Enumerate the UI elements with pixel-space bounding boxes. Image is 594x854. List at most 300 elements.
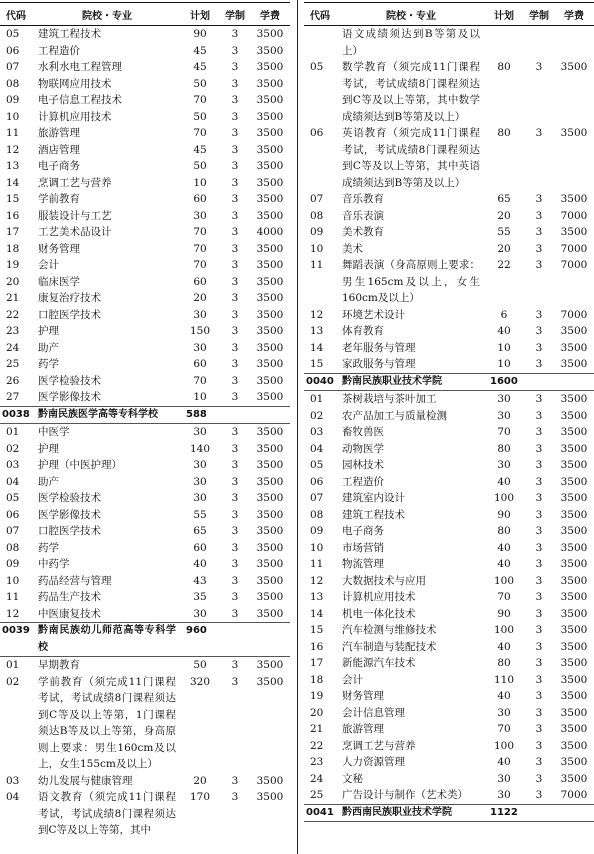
major-name: 中药学 <box>38 558 70 570</box>
major-code: 16 <box>6 209 20 222</box>
major-code: 08 <box>310 508 324 521</box>
table-row <box>0 789 290 839</box>
major-plan: 80 <box>497 525 511 537</box>
major-fee: 3500 <box>256 459 284 471</box>
major-code: 11 <box>6 127 20 139</box>
major-years: 3 <box>535 574 543 587</box>
major-plan: 80 <box>497 127 511 139</box>
major-years: 3 <box>231 259 239 271</box>
table-row <box>0 540 290 557</box>
major-plan: 30 <box>497 393 511 405</box>
major-plan: 80 <box>497 442 511 455</box>
major-code: 04 <box>310 442 324 455</box>
major-name: 美术教育 <box>342 226 384 238</box>
major-code: 14 <box>6 176 20 189</box>
major-years: 3 <box>231 607 239 620</box>
major-code: 07 <box>6 525 20 537</box>
table-row <box>0 109 290 126</box>
major-plan: 35 <box>193 591 207 603</box>
major-fee: 3500 <box>256 426 284 438</box>
major-fee: 3500 <box>256 160 284 172</box>
major-name: 数学教育（须完成11门课程考试，考试成绩8门课程须达到C等及以上等第，其中数学成绩须达到B等第及以上） <box>342 61 480 123</box>
major-fee: 3500 <box>560 226 588 238</box>
column-separator <box>297 0 298 854</box>
major-code: 05 <box>310 459 324 471</box>
major-years: 3 <box>535 789 543 801</box>
major-years: 3 <box>535 259 543 271</box>
major-fee: 3500 <box>256 541 284 554</box>
major-name: 体育教育 <box>342 325 384 337</box>
table-row <box>0 773 290 790</box>
major-code: 15 <box>310 358 324 370</box>
major-plan: 20 <box>193 774 207 787</box>
major-years: 3 <box>535 341 543 354</box>
major-code: 24 <box>6 341 20 354</box>
major-years: 3 <box>231 391 239 403</box>
major-code: 12 <box>310 574 324 587</box>
table-row <box>0 424 290 441</box>
major-fee: 3500 <box>256 110 284 123</box>
table-row <box>304 59 594 125</box>
major-name: 幼儿发展与健康管理 <box>38 774 133 787</box>
major-name: 医学影像技术 <box>38 508 101 521</box>
header-name: 院校・专业 <box>82 10 132 22</box>
major-code: 13 <box>310 591 324 603</box>
major-years: 3 <box>535 426 543 438</box>
table-header <box>0 2 290 26</box>
major-fee: 3500 <box>256 525 284 537</box>
major-years: 3 <box>535 409 543 422</box>
major-name: 助产 <box>38 475 59 488</box>
table-row <box>0 657 290 674</box>
major-fee: 7000 <box>560 789 588 801</box>
table-body <box>304 26 594 822</box>
right-table <box>304 2 594 822</box>
major-fee: 3500 <box>560 591 588 603</box>
table-row <box>0 373 290 390</box>
major-code: 20 <box>6 275 20 288</box>
major-plan: 40 <box>497 558 511 570</box>
major-plan: 65 <box>193 525 207 537</box>
school-code: 0041 <box>306 806 334 818</box>
major-plan: 90 <box>497 607 511 620</box>
major-plan: 70 <box>193 242 207 255</box>
major-years: 3 <box>535 308 543 321</box>
major-fee: 3500 <box>560 459 588 471</box>
major-name: 英语教育（须完成11门课程考试，考试成绩8门课程须达到C等及以上等第，其中英语成绩须达到B等第及以上） <box>342 127 480 189</box>
major-name: 学前教育 <box>38 193 80 205</box>
major-code: 13 <box>310 325 324 337</box>
major-plan: 140 <box>189 442 211 455</box>
major-years: 3 <box>535 475 543 488</box>
major-code: 09 <box>6 94 20 106</box>
major-years: 3 <box>535 591 543 603</box>
table-row <box>304 441 594 458</box>
major-code: 03 <box>6 459 20 471</box>
major-name: 护理 <box>38 442 59 455</box>
major-name: 护理（中医护理） <box>38 459 122 471</box>
major-years: 3 <box>231 127 239 139</box>
major-fee: 3500 <box>560 426 588 438</box>
table-row <box>304 705 594 722</box>
major-name: 会计 <box>342 673 363 686</box>
table-row <box>304 507 594 524</box>
major-fee: 3500 <box>560 508 588 521</box>
major-name: 烹调工艺与营养 <box>38 176 112 189</box>
major-plan: 70 <box>497 591 511 603</box>
school-row <box>304 373 594 392</box>
major-years: 3 <box>231 209 239 222</box>
major-name: 药品生产技术 <box>38 591 101 603</box>
major-years: 3 <box>231 193 239 205</box>
major-fee: 3500 <box>560 358 588 370</box>
major-plan: 70 <box>193 94 207 106</box>
major-fee: 3500 <box>256 193 284 205</box>
header-fee: 学费 <box>260 10 280 22</box>
major-years: 3 <box>535 657 543 669</box>
major-years: 3 <box>231 176 239 189</box>
major-years: 3 <box>535 193 543 205</box>
major-fee: 3500 <box>256 574 284 587</box>
major-code: 22 <box>310 739 324 752</box>
header-code: 代码 <box>310 10 330 22</box>
major-code: 22 <box>6 308 20 321</box>
major-years: 3 <box>535 558 543 570</box>
major-plan: 150 <box>189 325 211 337</box>
major-years: 3 <box>231 292 239 304</box>
major-fee: 3500 <box>256 774 284 787</box>
table-row <box>0 142 290 159</box>
major-fee: 3500 <box>256 176 284 189</box>
major-years: 3 <box>231 492 239 504</box>
major-fee: 3500 <box>256 341 284 354</box>
major-code: 05 <box>6 492 20 504</box>
table-header <box>304 2 594 26</box>
major-plan: 30 <box>497 459 511 471</box>
major-fee: 3500 <box>560 393 588 405</box>
major-plan: 30 <box>193 607 207 620</box>
major-plan: 170 <box>189 791 211 803</box>
major-fee: 3500 <box>560 558 588 570</box>
major-plan: 30 <box>193 475 207 488</box>
major-code: 23 <box>310 756 324 768</box>
major-plan: 100 <box>493 574 515 587</box>
major-code: 21 <box>6 292 20 304</box>
major-code: 04 <box>6 791 20 803</box>
major-code: 08 <box>310 209 324 222</box>
major-name: 语文教育（须完成11门课程考试，考试成绩8门课程须达到C等及以上等第，其中 <box>38 791 176 836</box>
table-row <box>304 340 594 357</box>
major-name: 广告设计与制作（艺术类） <box>342 789 468 801</box>
major-plan: 110 <box>493 673 515 686</box>
table-row <box>0 307 290 324</box>
major-name: 旅游管理 <box>38 127 80 139</box>
major-code: 20 <box>310 706 324 719</box>
major-fee: 3500 <box>560 772 588 785</box>
header-name: 院校・专业 <box>386 10 436 22</box>
major-code: 06 <box>310 127 324 139</box>
major-plan: 30 <box>497 789 511 801</box>
major-name: 康复治疗技术 <box>38 292 101 304</box>
major-years: 3 <box>231 308 239 321</box>
major-code: 23 <box>6 325 20 337</box>
table-row <box>0 589 290 606</box>
major-fee: 3500 <box>256 391 284 403</box>
major-years: 3 <box>535 358 543 370</box>
table-row <box>304 191 594 208</box>
table-row <box>0 323 290 340</box>
major-code: 18 <box>6 242 20 255</box>
major-code: 16 <box>310 640 324 653</box>
major-fee: 4000 <box>256 226 284 238</box>
major-name: 茶树栽培与茶叶加工 <box>342 393 437 405</box>
major-fee: 3500 <box>256 675 284 688</box>
major-code: 13 <box>6 160 20 172</box>
major-years: 3 <box>535 61 543 73</box>
header-plan: 计划 <box>494 10 514 22</box>
major-plan: 30 <box>193 492 207 504</box>
major-plan: 30 <box>193 459 207 471</box>
major-name: 建筑室内设计 <box>342 492 405 504</box>
major-years: 3 <box>231 508 239 521</box>
major-plan: 30 <box>193 209 207 222</box>
major-name: 助产 <box>38 341 59 354</box>
major-fee: 3500 <box>560 193 588 205</box>
major-plan: 40 <box>497 325 511 337</box>
major-code: 02 <box>310 409 324 422</box>
major-years: 3 <box>231 341 239 354</box>
major-years: 3 <box>231 591 239 603</box>
major-years: 3 <box>535 393 543 405</box>
table-row <box>304 655 594 672</box>
table-row <box>0 43 290 60</box>
major-plan: 70 <box>193 226 207 238</box>
major-plan: 20 <box>497 209 511 222</box>
major-code: 24 <box>310 772 324 785</box>
major-name: 家政服务与管理 <box>342 358 416 370</box>
table-row <box>0 523 290 540</box>
major-fee: 3500 <box>256 791 284 803</box>
major-code: 25 <box>6 358 20 370</box>
table-row <box>0 356 290 373</box>
major-years: 3 <box>231 791 239 803</box>
major-name: 动物医学 <box>342 442 384 455</box>
major-plan: 100 <box>493 624 515 636</box>
major-plan: 55 <box>497 226 511 238</box>
major-code: 04 <box>6 475 20 488</box>
major-code: 01 <box>6 659 20 671</box>
major-name: 舞蹈表演（身高原则上要求：男生165cm及以上，女生160cm及以上） <box>342 259 480 304</box>
major-years: 3 <box>231 558 239 570</box>
major-plan: 10 <box>497 358 511 370</box>
table-row <box>0 389 290 406</box>
table-row <box>0 92 290 109</box>
major-code: 27 <box>6 391 20 403</box>
header-years: 学制 <box>225 10 245 22</box>
major-code: 11 <box>310 558 324 570</box>
school-name: 黔南民族医学高等专科学校 <box>38 408 158 420</box>
major-code: 10 <box>310 242 324 255</box>
major-code: 06 <box>310 475 324 488</box>
major-name: 药学 <box>38 358 59 370</box>
major-plan: 70 <box>193 259 207 271</box>
major-name: 计算机应用技术 <box>38 110 112 123</box>
major-fee: 3500 <box>560 739 588 752</box>
major-name: 酒店管理 <box>38 143 80 156</box>
major-fee: 7000 <box>560 259 588 271</box>
major-name: 药学 <box>38 541 59 554</box>
major-years: 3 <box>535 673 543 686</box>
major-code: 07 <box>310 193 324 205</box>
major-plan: 50 <box>193 77 207 90</box>
table-row <box>0 208 290 225</box>
major-name: 老年服务与管理 <box>342 341 416 354</box>
major-code: 17 <box>6 226 20 238</box>
table-row <box>304 257 594 307</box>
major-years: 3 <box>535 325 543 337</box>
major-years: 3 <box>231 459 239 471</box>
major-code: 12 <box>6 143 20 156</box>
major-name: 计算机应用技术 <box>342 591 416 603</box>
major-code: 03 <box>310 426 324 438</box>
major-name: 建筑工程技术 <box>38 28 101 40</box>
major-plan: 55 <box>193 508 207 521</box>
table-row <box>0 191 290 208</box>
major-plan: 30 <box>497 409 511 422</box>
major-name: 早期教育 <box>38 659 80 671</box>
major-fee: 3500 <box>560 607 588 620</box>
table-row <box>304 307 594 324</box>
major-years: 3 <box>535 739 543 752</box>
table-row <box>304 323 594 340</box>
major-years: 3 <box>535 492 543 504</box>
major-fee: 3500 <box>256 127 284 139</box>
major-code: 02 <box>6 442 20 455</box>
major-fee: 3500 <box>560 525 588 537</box>
major-name: 大数据技术与应用 <box>342 574 426 587</box>
table-row <box>304 474 594 491</box>
table-row <box>304 523 594 540</box>
table-row <box>0 606 290 623</box>
major-code: 12 <box>6 607 20 620</box>
table-row <box>0 490 290 507</box>
major-fee: 3500 <box>560 442 588 455</box>
major-name: 建筑工程技术 <box>342 508 405 521</box>
major-years: 3 <box>535 127 543 139</box>
major-name: 中医康复技术 <box>38 607 101 620</box>
major-fee: 3500 <box>560 673 588 686</box>
table-row <box>0 457 290 474</box>
major-name: 医学影像技术 <box>38 391 101 403</box>
major-years: 3 <box>231 77 239 90</box>
major-plan: 50 <box>193 110 207 123</box>
school-plan-total: 1122 <box>490 806 518 818</box>
major-years: 3 <box>535 640 543 653</box>
major-fee: 3500 <box>560 706 588 719</box>
major-name: 市场营销 <box>342 541 384 554</box>
major-code: 25 <box>310 789 324 801</box>
major-fee: 3500 <box>560 341 588 354</box>
major-fee: 3500 <box>256 143 284 156</box>
major-name: 人力资源管理 <box>342 756 405 768</box>
major-plan: 40 <box>497 756 511 768</box>
major-plan: 80 <box>497 657 511 669</box>
school-code: 0040 <box>306 375 334 387</box>
school-code: 0039 <box>2 625 30 636</box>
major-code: 05 <box>310 61 324 73</box>
major-fee: 3500 <box>560 61 588 73</box>
major-code: 11 <box>6 591 20 603</box>
table-row <box>304 125 594 191</box>
major-plan: 45 <box>193 143 207 156</box>
major-name: 美术 <box>342 242 363 255</box>
table-row <box>304 356 594 373</box>
major-code: 01 <box>6 426 20 438</box>
major-fee: 3500 <box>256 492 284 504</box>
major-plan: 40 <box>193 558 207 570</box>
major-plan: 20 <box>193 292 207 304</box>
table-row <box>0 76 290 93</box>
table-row <box>0 26 290 43</box>
school-plan-total: 588 <box>186 408 207 420</box>
table-row <box>0 290 290 307</box>
major-plan: 10 <box>497 341 511 354</box>
major-name: 音乐表演 <box>342 209 384 222</box>
major-fee: 3500 <box>560 127 588 139</box>
header-plan: 计划 <box>190 10 210 22</box>
major-fee: 3500 <box>560 640 588 653</box>
major-code: 06 <box>6 44 20 57</box>
major-plan: 45 <box>193 44 207 57</box>
table-row <box>304 490 594 507</box>
table-row <box>304 688 594 705</box>
major-fee: 3500 <box>560 756 588 768</box>
major-fee: 3500 <box>256 259 284 271</box>
major-name: 物联网应用技术 <box>38 77 112 90</box>
table-row <box>0 125 290 142</box>
major-name: 工艺美术品设计 <box>38 226 112 238</box>
table-row <box>0 441 290 458</box>
major-name: 中医学 <box>38 426 70 438</box>
major-plan: 30 <box>497 772 511 785</box>
major-name: 农产品加工与质量检测 <box>342 409 447 422</box>
table-row <box>0 573 290 590</box>
school-plan-total: 1600 <box>490 375 518 387</box>
major-plan: 70 <box>497 426 511 438</box>
header-years: 学制 <box>529 10 549 22</box>
major-name: 会计 <box>38 259 59 271</box>
major-fee: 7000 <box>560 209 588 222</box>
major-plan: 90 <box>497 508 511 521</box>
major-fee: 3500 <box>256 558 284 570</box>
major-years: 3 <box>231 659 239 671</box>
major-name: 护理 <box>38 325 59 337</box>
major-plan: 70 <box>193 374 207 387</box>
major-fee: 3500 <box>256 94 284 106</box>
major-code: 11 <box>310 259 324 271</box>
major-fee: 3500 <box>560 475 588 488</box>
major-plan: 50 <box>193 659 207 671</box>
header-fee: 学费 <box>564 10 584 22</box>
table-row <box>304 26 594 59</box>
major-code: 07 <box>6 61 20 73</box>
major-plan: 10 <box>193 176 207 189</box>
major-name: 口腔医学技术 <box>38 525 101 537</box>
table-row <box>304 391 594 408</box>
major-years: 3 <box>231 426 239 438</box>
header-code: 代码 <box>6 10 26 22</box>
major-plan: 50 <box>193 160 207 172</box>
